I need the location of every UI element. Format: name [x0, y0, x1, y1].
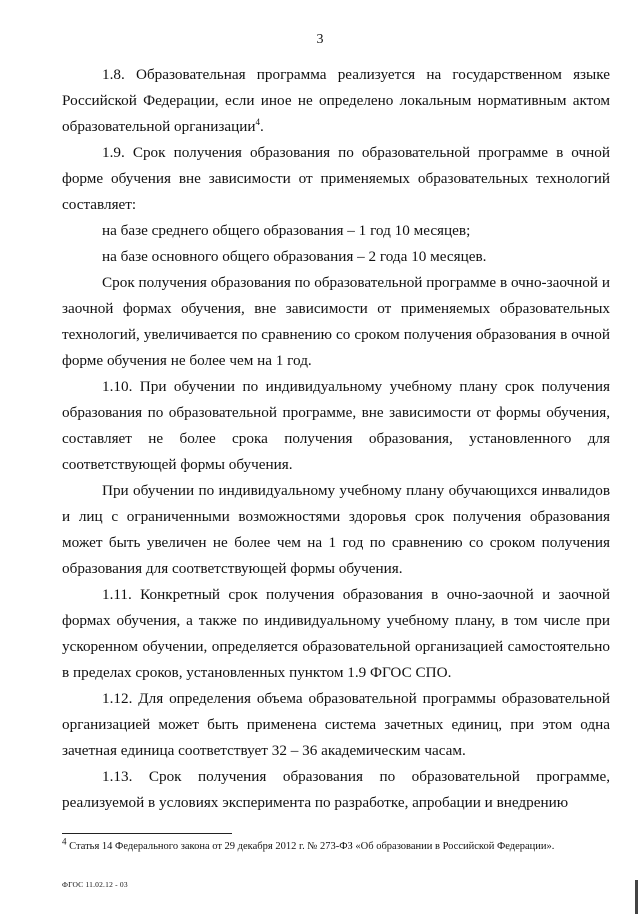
page-number: 3: [316, 32, 324, 47]
footnote-reference: 4: [255, 116, 261, 127]
footnote-text: Статья 14 Федерального закона от 29 декабря 2012 г. № 273-ФЗ «Об образовании в Российской Федерации».: [69, 841, 555, 852]
document-body: [62, 62, 610, 816]
paragraph-1-12: 1.12. Для определения объема образовательной программы образовательной организацией может быть применена система зачетных единиц, при этом одна зачетная единица соответствует 32 – 36 академическим часам.: [62, 690, 610, 759]
footnote: [62, 836, 622, 854]
paragraph-disabilities: При обучении по индивидуальному учебному плану обучающихся инвалидов и лиц с ограниченными возможностями здоровья срок получения образования может быть увеличен не более чем на 1 год по сравнению со сроком получения образования для соответствующей формы обучения.: [62, 482, 610, 577]
paragraph-text: 1.8. Образовательная программа реализуется на государственном языке Российской Федерации, если иное не определено локальным нормативным актом образовательной организации: [62, 66, 610, 135]
paragraph-1-8: [62, 62, 610, 140]
document-code-footer: ФГОС 11.02.12 - 03: [62, 880, 128, 889]
paragraph-1-13: 1.13. Срок получения образования по образовательной программе, реализуемой в условиях эксперимента по разработке, апробации и внедрению: [62, 768, 610, 811]
paragraph-secondary-base: на базе среднего общего образования – 1 год 10 месяцев;: [102, 222, 471, 239]
scan-edge-mark: [635, 880, 638, 914]
paragraph-1-10: 1.10. При обучении по индивидуальному учебному плану срок получения образования по образовательной программе, вне зависимости от формы обучения, составляет не более срока получения образования, установленного для соответствующей формы обучения.: [62, 378, 610, 473]
paragraph-tail: .: [260, 118, 264, 135]
paragraph-1-11: 1.11. Конкретный срок получения образования в очно-заочной и заочной формах обучения, а также по индивидуальному учебному плану, в том числе при ускоренном обучении, определяется образовательной организацией самостоятельно в пределах сроков, установленных пунктом 1.9 ФГОС СПО.: [62, 586, 610, 681]
footnote-divider: [62, 833, 232, 834]
paragraph-basic-base: на базе основного общего образования – 2 года 10 месяцев.: [102, 248, 487, 265]
paragraph-part-time: Срок получения образования по образовательной программе в очно-заочной и заочной формах обучения, вне зависимости от применяемых образовательных технологий, увеличивается по сравнению со сроком получения образования в очной форме обучения не более чем на 1 год.: [62, 274, 610, 369]
footnote-mark: 4: [62, 836, 67, 847]
paragraph-1-9: 1.9. Срок получения образования по образовательной программе в очной форме обучения вне зависимости от применяемых образовательных технологий составляет:: [62, 144, 610, 213]
